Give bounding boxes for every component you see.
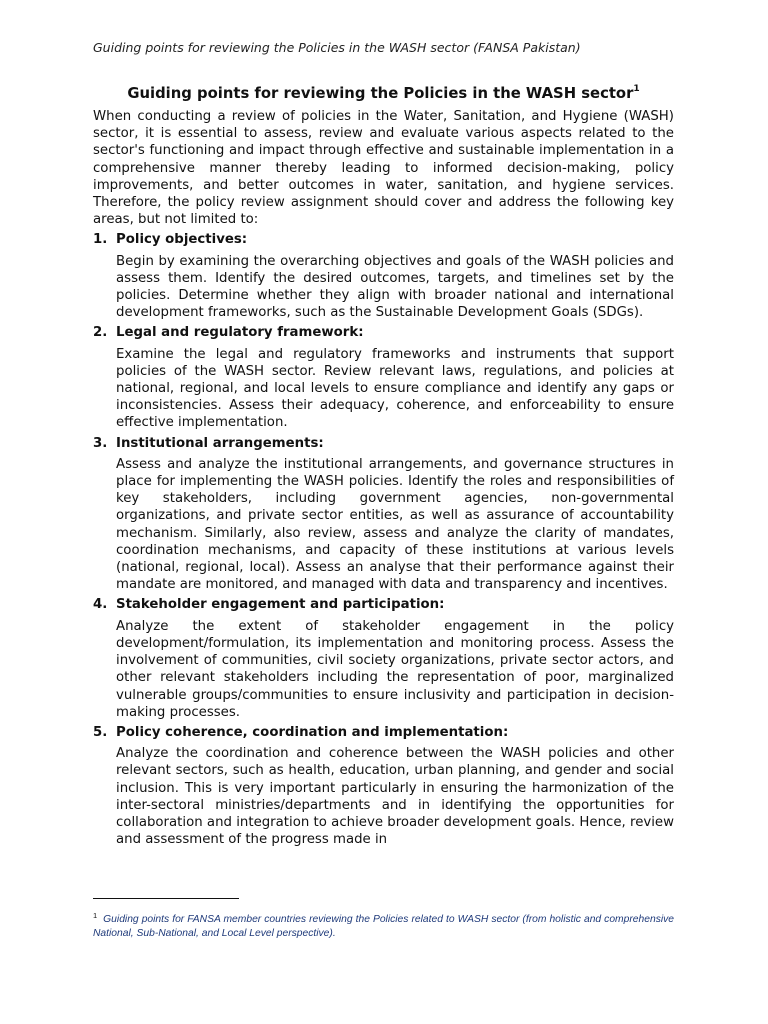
document-title-text: Guiding points for reviewing the Policies in the WASH sector (127, 85, 634, 102)
section-number: 3. (93, 435, 108, 451)
section-heading (93, 724, 674, 741)
section-title: Policy coherence, coordination and implementation: (116, 724, 509, 740)
intro-paragraph: When conducting a review of policies in the Water, Sanitation, and Hygiene (WASH) sector, it is essential to assess, review and evaluate various aspects related to the sector's functioning and impact through effective and sustainable implementation in a comprehensive manner thereby leading to informed decision-making, policy improvements, and better outcomes in water, sanitation, and hygiene services. Therefore, the policy review assignment should cover and address the following key areas, but not limited to: (93, 109, 674, 228)
section-heading (93, 324, 674, 341)
section-number: 2. (93, 325, 108, 341)
section-stakeholder-engagement (93, 596, 674, 720)
section-number: 5. (93, 724, 108, 740)
document-title (93, 84, 674, 104)
footnote-marker: 1 (93, 911, 98, 921)
section-list (93, 231, 674, 848)
section-policy-objectives (93, 231, 674, 321)
section-title: Stakeholder engagement and participation: (116, 597, 445, 613)
section-number: 1. (93, 232, 108, 248)
section-heading (93, 596, 674, 613)
document-page (93, 38, 674, 851)
section-policy-coherence (93, 724, 674, 848)
section-title: Legal and regulatory framework: (116, 325, 364, 341)
section-number: 4. (93, 597, 108, 613)
section-heading (93, 231, 674, 248)
section-institutional-arrangements (93, 435, 674, 594)
section-legal-framework (93, 324, 674, 431)
section-body: Begin by examining the overarching objectives and goals of the WASH policies and assess them. Identify the desired outcomes, targets, and timelines set by the policies. Determine whether they align with broader national and international development frameworks, such as the Sustainable Development Goals (SDGs). (116, 253, 674, 321)
section-heading (93, 435, 674, 452)
section-body: Examine the legal and regulatory frameworks and instruments that support policies of the WASH sector. Review relevant laws, regulations, and policies at national, regional, and local levels to ensure compliance and identify any gaps or inconsistencies. Assess their adequacy, coherence, and enforceability to ensure effective implementation. (116, 346, 674, 431)
section-body: Analyze the extent of stakeholder engagement in the policy development/formulation, its implementation and monitoring process. Assess the involvement of communities, civil society organizations, private sector actors, and other relevant stakeholders including the representation of poor, marginalized vulnerable groups/communities to ensure inclusivity and participation in decision-making processes. (116, 618, 674, 720)
section-body: Assess and analyze the institutional arrangements, and governance structures in place for implementing the WASH policies. Identify the roles and responsibilities of key stakeholders, including government agencies, non-governmental organizations, and private sector entities, as well as assurance of accountability mechanism. Similarly, also review, assess and analyze the clarity of mandates, coordination mechanisms, and capacity of these institutions at various levels (national, regional, local). Assess an analyse that their performance against their mandate are monitored, and managed with data and transparency and incentives. (116, 456, 674, 593)
section-body: Analyze the coordination and coherence between the WASH policies and other relevant sectors, such as health, education, urban planning, and gender and social inclusion. This is very important particularly in ensuring the harmonization of the inter-sectoral ministries/departments and in identifying the opportunities for collaboration and integration to achieve broader development goals. Hence, review and assessment of the progress made in (116, 746, 674, 848)
footnote-separator (93, 898, 239, 899)
section-title: Policy objectives: (116, 232, 248, 248)
footnote-text: Guiding points for FANSA member countries reviewing the Policies related to WASH sector (from holistic and comprehensive National, Sub-National, and Local Level perspective). (93, 914, 674, 939)
footnote (93, 913, 674, 940)
section-title: Institutional arrangements: (116, 435, 324, 451)
running-header: Guiding points for reviewing the Policies in the WASH sector (FANSA Pakistan) (93, 40, 581, 55)
title-footnote-ref: 1 (633, 84, 640, 94)
